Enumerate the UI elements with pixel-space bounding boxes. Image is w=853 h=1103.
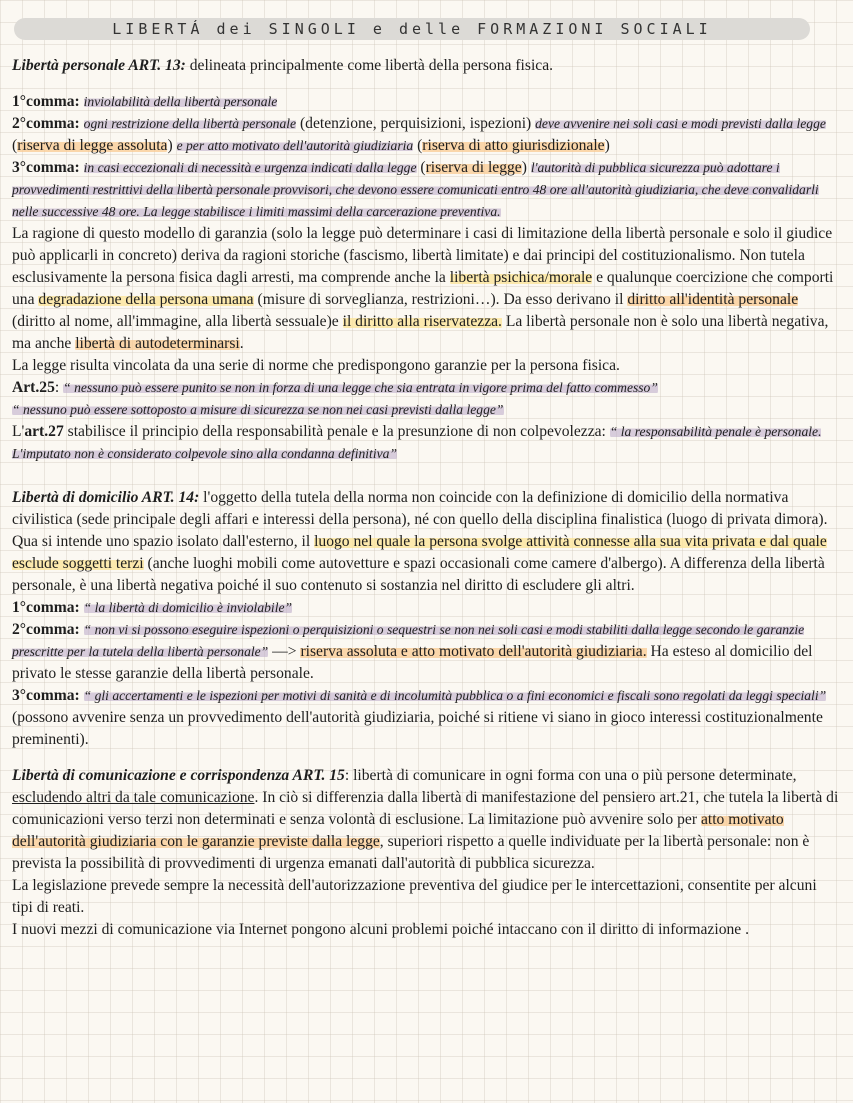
art13-comma2: 2°comma: ogni restrizione della libertà personale (detenzione, perquisizioni, ispezioni) deve avvenire nei soli casi e modi previsti dalla legge (riserva di legge assoluta) e per atto motivato dell'autorità giudiziaria (riserva di atto giurisdizionale) (12, 115, 826, 154)
art13-explanation: La ragione di questo modello di garanzia (solo la legge può determinare i casi di limitazione della libertà personale e solo il giudice può applicarli in concreto) deriva da ragioni storiche (fascismo, libertà limitate) e dai principi del costituzionalismo. Non tutela esclusivamente la persona fisica dagli arresti, ma comprende anche la libertà psichica/morale e qualunque coercizione che comporti una degradazione della persona umana (misure di sorveglianza, restrizioni…). Da esso derivano il diritto all'identità personale (diritto al nome, all'immagine, alla libertà sessuale)e il diritto alla riservatezza. La libertà personale non è solo una libertà negativa, ma anche libertà di autodeterminarsi. (12, 225, 834, 352)
art13-comma1: 1°comma: inviolabilità della libertà personale (12, 93, 278, 110)
art14-comma2: 2°comma: “ non vi si possono eseguire ispezioni o perquisizioni o sequestri se non nei soli casi e modi stabiliti dalla legge secondo le garanzie prescritte per la tutela della libertà personale” —> riserva assoluta e atto motivato dell'autorità giudiziaria. Ha esteso al domicilio del privato le stesse garanzie della libertà personale. (12, 621, 813, 682)
art27-paragraph: L'art.27 stabilisce il principio della responsabilità penale e la presunzione di non colpevolezza: “ la responsabilità penale è personale. L'imputato non è considerato colpevole sino alla condanna definitiva” (12, 423, 822, 461)
page-title: LIBERTÁ dei SINGOLI e delle FORMAZIONI SOCIALI (112, 20, 712, 38)
art13-norms: La legge risulta vincolata da una serie di norme che predispongono garanzie per la persona fisica. (12, 357, 620, 374)
art14-comma1: 1°comma: “ la libertà di domicilio è inviolabile” (12, 599, 293, 616)
art25-quote: Art.25: “ nessuno può essere punito se non in forza di una legge che sia entrata in vigore prima del fatto commesso” (12, 379, 658, 396)
document-body (12, 55, 840, 941)
section-heading-art15: Libertà di comunicazione e corrispondenza ART. 15 (12, 767, 345, 784)
art13-comma3: 3°comma: in casi eccezionali di necessità e urgenza indicati dalla legge (riserva di legge) l'autorità di pubblica sicurezza può adottare i provvedimenti restrittivi della libertà personale provvisori, che devono essere comunicati entro 48 ore all'autorità giudiziaria, che deve convalidarli nelle successive 48 ore. La legge stabilisce i limiti massimi della carcerazione preventiva. (12, 159, 819, 219)
section-personal-liberty-intro: Libertà personale ART. 13: delineata principalmente come libertà della persona fisica. (12, 57, 554, 74)
spacer (12, 77, 840, 91)
spacer (12, 465, 840, 487)
art15-interceptions: La legislazione prevede sempre la necessità dell'autorizzazione preventiva del giudice per le intercettazioni, consentite per alcuni tipi di reati. (12, 877, 817, 916)
section-communication-intro: Libertà di comunicazione e corrispondenza ART. 15: libertà di comunicare in ogni forma con una o più persone determinate, escludendo altri da tale comunicazione. In ciò si differenzia dalla libertà di manifestazione del pensiero art.21, che tutela la libertà di comunicazioni verso terzi non determinati e senza volontà di esclusione. La limitazione può avvenire solo per atto motivato dell'autorità giudiziaria con le garanzie previste dalla legge, superiori rispetto a quelle individuate per la libertà personale: non è prevista la possibilità di provvedimenti di urgenza emanati dall'autorità di pubblica sicurezza. (12, 767, 839, 872)
section-domicile-intro: Libertà di domicilio ART. 14: l'oggetto della tutela della norma non coincide con la definizione di domicilio della normativa civilistica (sede principale degli affari e interessi della persona), né con quello della disciplina finalistica (luogo di privata dimora). Qua si intende uno spazio isolato dall'esterno, il luogo nel quale la persona svolge attività connesse alla sua vita privata e dal quale esclude soggetti terzi (anche luoghi mobili come autovetture e spazi occasionali come camere d'albergo). A differenza della libertà personale, è una libertà negativa poiché il suo contenuto si sostanzia nel diritto di escludere gli altri. (12, 489, 828, 594)
section-heading-art13: Libertà personale ART. 13: (12, 57, 186, 74)
section-heading-art14: Libertà di domicilio ART. 14: (12, 489, 200, 506)
art14-comma3: 3°comma: “ gli accertamenti e le ispezioni per motivi di sanità e di incolumità pubblica o a fini economici e fiscali sono regolati da leggi speciali” (possono avvenire senza un provvedimento dell'autorità giudiziaria, poiché si ritiene vi siano in gioco interessi costituzionalmente preminenti). (12, 687, 827, 748)
title-banner (14, 18, 810, 40)
spacer (12, 751, 840, 765)
art15-internet: I nuovi mezzi di comunicazione via Internet pongono alcuni problemi poiché intaccano con il diritto di informazione . (12, 921, 750, 938)
art25-quote-2: “ nessuno può essere sottoposto a misure di sicurezza se non nei casi previsti dalla legge” (12, 402, 504, 417)
